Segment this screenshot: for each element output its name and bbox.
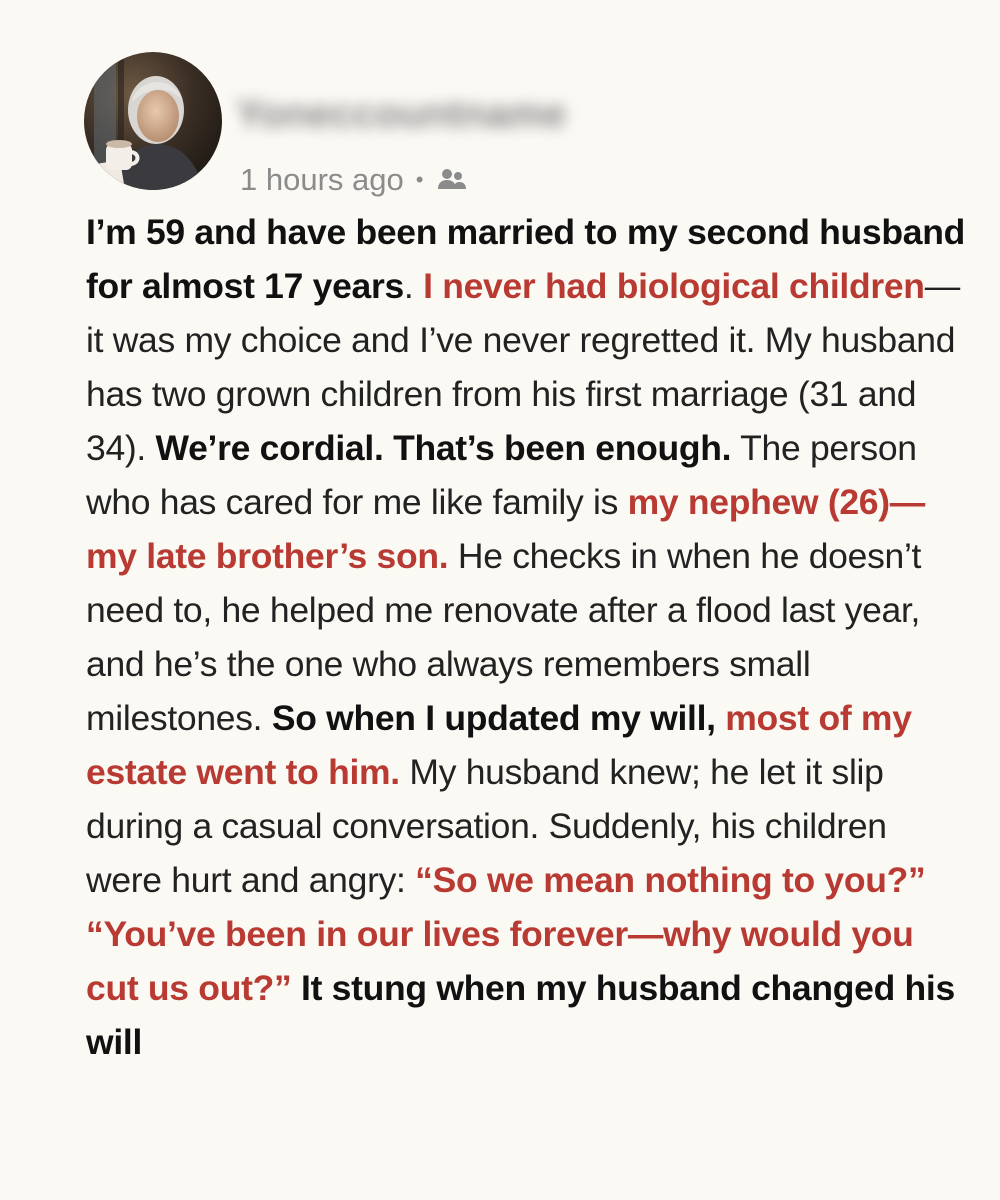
username[interactable]: Yoneccountname [236, 92, 567, 136]
text-segment-red: my nephew (26)—my late brother’s son. [86, 482, 925, 576]
post-meta [240, 158, 469, 202]
text-segment-red: “So we mean nothing to you?” “You’ve been in our lives forever—why would you cut us out?” [86, 860, 926, 1008]
text-segment-red: most of my estate went to him. [86, 698, 912, 792]
user-avatar[interactable] [84, 52, 222, 190]
text-segment-normal: —it was my choice and I’ve never regretted it. My husband has two grown children from his first marriage (31 and 34). [86, 266, 960, 468]
text-segment-normal: My husband knew; he let it slip during a casual conversation. Suddenly, his children were hurt and angry: [86, 752, 887, 900]
text-segment-bold: So when I updated my will, [271, 698, 716, 738]
timestamp[interactable]: 1 hours ago [240, 162, 404, 197]
text-segment-bold: It stung when my husband changed his will [86, 968, 955, 1062]
avatar-photo-icon [84, 52, 222, 190]
text-segment-normal [291, 968, 301, 1008]
text-segment-normal: He checks in when he doesn’t need to, he helped me renovate after a flood last year, and he’s the one who always remembers small milestones. [86, 536, 922, 738]
text-segment-bold: We’re cordial. That’s been enough. [155, 428, 732, 468]
text-segment-normal [716, 698, 726, 738]
text-segment-red: I never had biological children [423, 266, 925, 306]
post-body [86, 205, 966, 1167]
text-segment-bold: I’m 59 and have been married to my second husband for almost 17 years [86, 212, 965, 306]
friends-icon[interactable] [435, 163, 469, 197]
meta-separator: • [415, 167, 424, 192]
text-segment-normal: The person who has cared for me like family is [86, 428, 917, 522]
text-segment-normal: . [403, 266, 424, 306]
